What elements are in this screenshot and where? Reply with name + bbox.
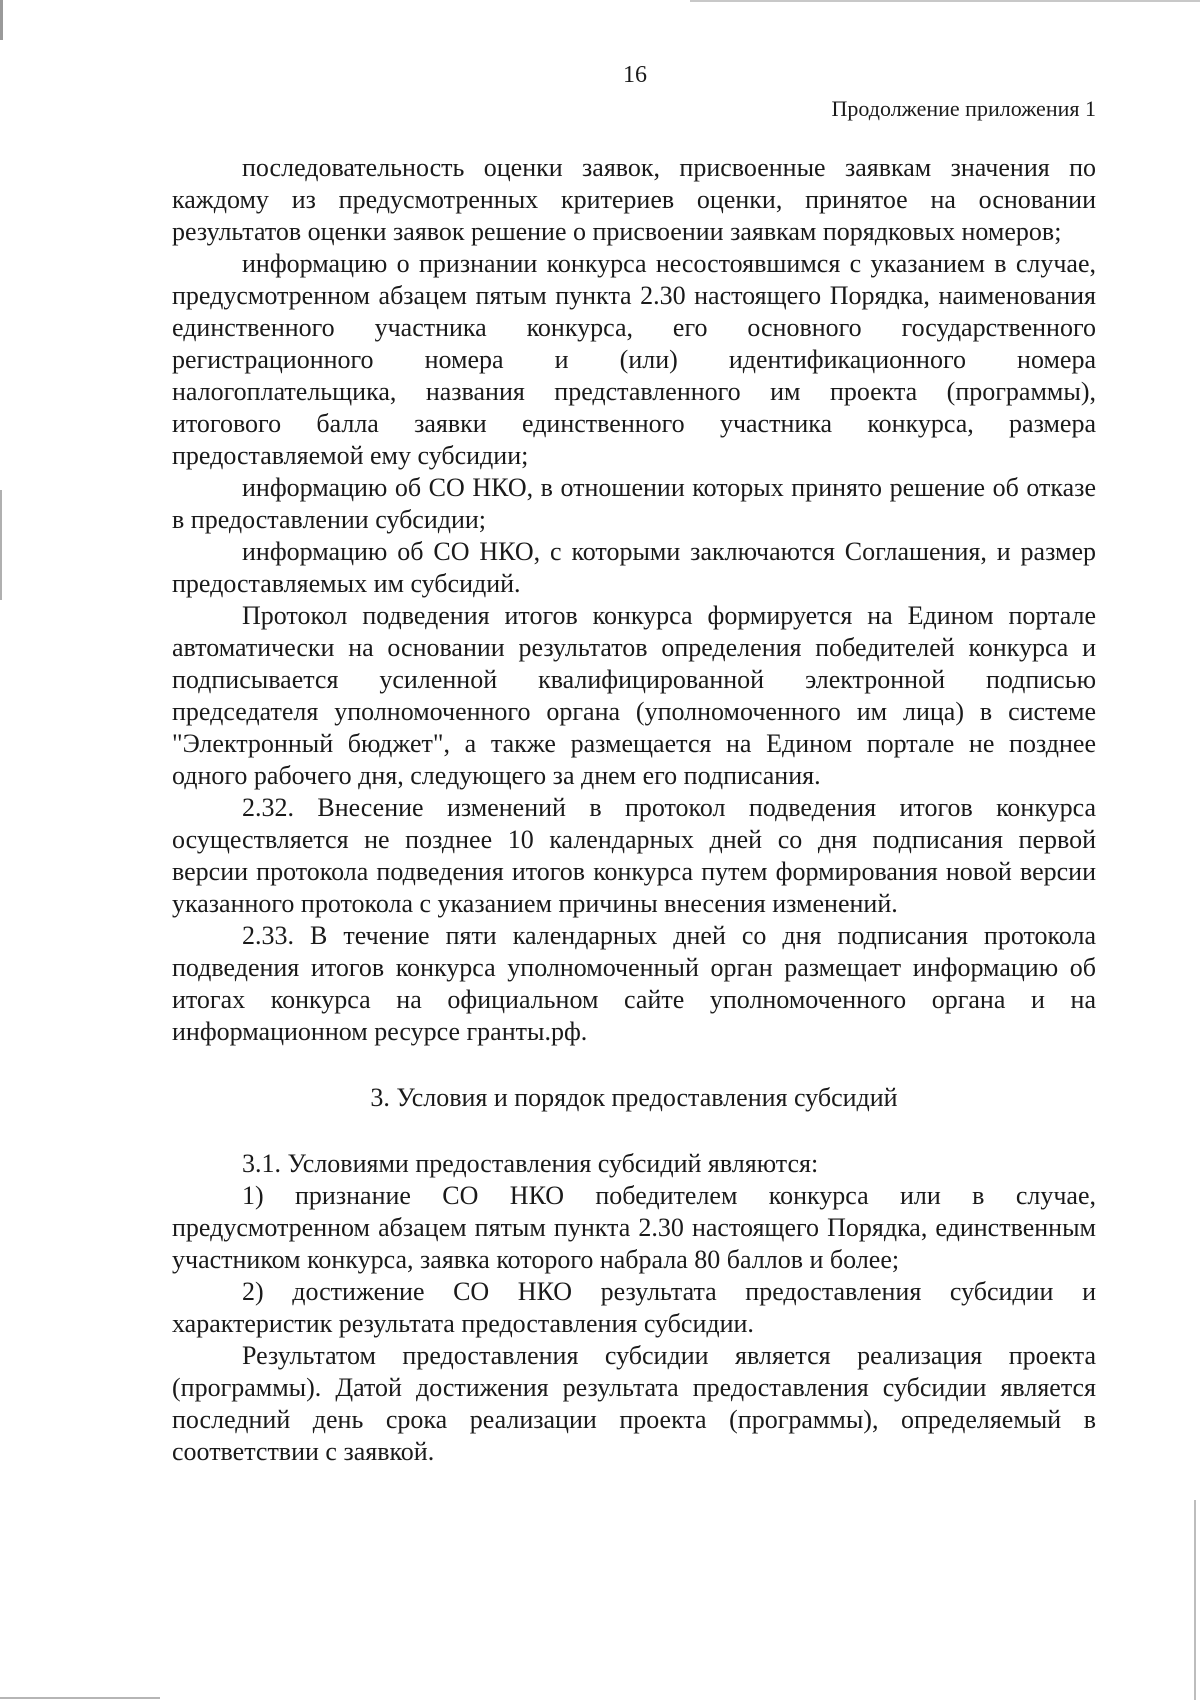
paragraph: информацию об СО НКО, с которыми заключаются Соглашения, и размер предоставляемых им субсидий. <box>172 537 1096 598</box>
appendix-note: Продолжение приложения 1 <box>831 96 1096 121</box>
scan-edge-right <box>1194 1500 1196 1700</box>
paragraph: 2.32. Внесение изменений в протокол подведения итогов конкурса осуществляется не позднее 10 календарных дней со дня подписания первой версии протокола подведения итогов конкурса путем формирования новой версии указанного протокола с указанием причины внесения изменений. <box>172 793 1096 918</box>
paragraph: 1) признание СО НКО победителем конкурса или в случае, предусмотренном абзацем пятым пункта 2.30 настоящего Порядка, единственным участником конкурса, заявка которого набрала 80 баллов и более; <box>172 1181 1096 1274</box>
paragraph: последовательность оценки заявок, присвоенные заявкам значения по каждому из предусмотренных критериев оценки, принятое на основании результатов оценки заявок решение о присвоении заявкам порядковых номеров; <box>172 153 1096 246</box>
paragraph: 2.33. В течение пяти календарных дней со дня подписания протокола подведения итогов конкурса уполномоченный орган размещает информацию об итогах конкурса на официальном сайте уполномоченного органа и на информационном ресурсе гранты.рф. <box>172 921 1096 1046</box>
scan-edge-top <box>690 0 1200 2</box>
paragraph: 2) достижение СО НКО результата предоставления субсидии и характеристик результата предоставления субсидии. <box>172 1277 1096 1338</box>
document-body <box>172 152 1096 1468</box>
paragraph: 3.1. Условиями предоставления субсидий являются: <box>242 1149 819 1178</box>
paragraph: информацию о признании конкурса несостоявшимся с указанием в случае, предусмотренном абзацем пятым пункта 2.30 настоящего Порядка, наименования единственного участника конкурса, его основного государственного регистрационного номера и (или) идентификационного номера налогоплательщика, названия представленного им проекта (программы), итогового балла заявки единственного участника конкурса, размера предоставляемой ему субсидии; <box>172 249 1096 470</box>
page-number: 16 <box>623 62 647 88</box>
paragraph: Результатом предоставления субсидии является реализация проекта (программы). Датой достижения результата предоставления субсидии является последний день срока реализации проекта (программы), определяемый в соответствии с заявкой. <box>172 1341 1096 1466</box>
paragraph: Протокол подведения итогов конкурса формируется на Едином портале автоматически на основании результатов определения победителей конкурса и подписывается усиленной квалифицированной электронной подписью председателя уполномоченного органа (уполномоченного им лица) в системе "Электронный бюджет", а также размещается на Едином портале не позднее одного рабочего дня, следующего за днем его подписания. <box>172 601 1096 790</box>
paragraph: информацию об СО НКО, в отношении которых принято решение об отказе в предоставлении субсидии; <box>172 473 1096 534</box>
scan-edge-bottom <box>0 1697 160 1699</box>
scan-edge-left <box>0 0 3 40</box>
scan-edge-left-mark <box>0 490 2 600</box>
section-heading: 3. Условия и порядок предоставления субсидий <box>370 1083 898 1112</box>
